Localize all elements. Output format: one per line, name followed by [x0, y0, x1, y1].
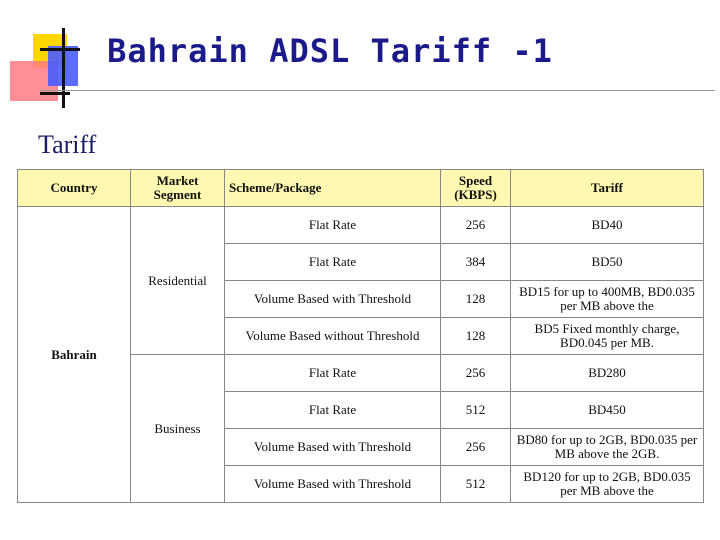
segment-cell-residential: Residential: [131, 207, 225, 355]
tariff-cell: BD120 for up to 2GB, BD0.035 per MB above the: [511, 466, 704, 503]
tariff-cell: BD5 Fixed monthly charge, BD0.045 per MB.: [511, 318, 704, 355]
speed-cell: 256: [441, 207, 511, 244]
table-header-row: [18, 170, 704, 207]
scheme-cell: Flat Rate: [225, 244, 441, 281]
table-row: [18, 207, 704, 244]
tariff-cell: BD450: [511, 392, 704, 429]
scheme-cell: Volume Based with Threshold: [225, 281, 441, 318]
decorative-vertical-line: [62, 28, 65, 108]
speed-cell: 128: [441, 318, 511, 355]
speed-cell: 128: [441, 281, 511, 318]
tariff-cell: BD80 for up to 2GB, BD0.035 per MB above the 2GB.: [511, 429, 704, 466]
country-cell: Bahrain: [18, 207, 131, 503]
speed-cell: 512: [441, 392, 511, 429]
scheme-cell: Volume Based with Threshold: [225, 429, 441, 466]
scheme-cell: Flat Rate: [225, 392, 441, 429]
scheme-cell: Volume Based with Threshold: [225, 466, 441, 503]
title-underline: [40, 90, 715, 91]
header-speed: Speed (KBPS): [441, 170, 511, 207]
header-market-segment: Market Segment: [131, 170, 225, 207]
slide-title: Bahrain ADSL Tariff -1: [107, 32, 553, 70]
speed-cell: 384: [441, 244, 511, 281]
speed-cell: 512: [441, 466, 511, 503]
speed-cell: 256: [441, 429, 511, 466]
tariff-cell: BD15 for up to 400MB, BD0.035 per MB above the: [511, 281, 704, 318]
decorative-horizontal-line: [40, 92, 70, 95]
scheme-cell: Flat Rate: [225, 355, 441, 392]
tariff-cell: BD50: [511, 244, 704, 281]
scheme-cell: Flat Rate: [225, 207, 441, 244]
segment-cell-business: Business: [131, 355, 225, 503]
speed-cell: 256: [441, 355, 511, 392]
header-tariff: Tariff: [511, 170, 704, 207]
tariff-cell: BD280: [511, 355, 704, 392]
decorative-horizontal-line: [40, 48, 80, 51]
slide-subtitle: Tariff: [38, 130, 97, 159]
header-scheme: Scheme/Package: [225, 170, 441, 207]
tariff-table: [17, 169, 704, 503]
tariff-cell: BD40: [511, 207, 704, 244]
header-country: Country: [18, 170, 131, 207]
scheme-cell: Volume Based without Threshold: [225, 318, 441, 355]
